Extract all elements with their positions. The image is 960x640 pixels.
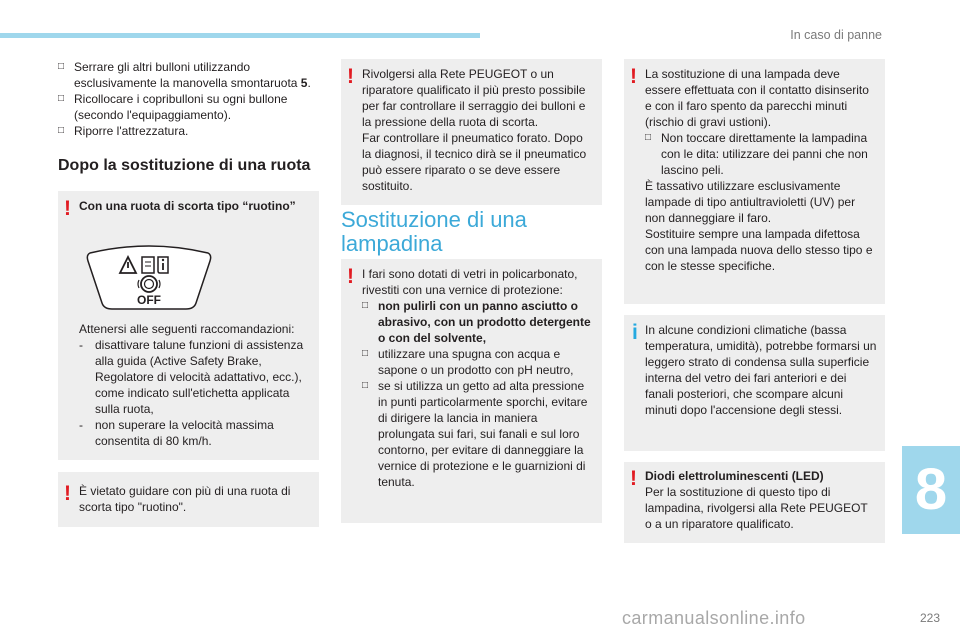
info-box: i In alcune condizioni climatiche (bassa temperatura, umidità), potrebbe formarsi un leggero strato di condensa sulla superficie interna del vetro dei fari anteriori e dei fanali posteriori, che scompare alcuni minuti dopo l'accensione degli stessi.	[624, 315, 885, 451]
warning-box: ! È vietato guidare con più di una ruota di scorta tipo "ruotino".	[58, 472, 319, 527]
warning-exclamation-icon: !	[64, 197, 71, 220]
handling-list	[645, 130, 877, 178]
warning-box: ! I fari sono dotati di vetri in policarbonato, rivestiti con una vernice di protezione: □ non pulirli con un panno asciutto o abrasivo, con un prodotto detergente o con del solvente, □ utilizzare una spugna con acqua e sapone o un prodotto con pH neutro, □ se si utilizza un getto ad alta pressione in punti particolarmente sporchi, evitare di dirigere la lancia in maniera prolungata sui fari, sui fanali e sul loro contorno, per evitare di danneggiare la vernice di protezione e le guarnizioni di tenuta.	[341, 259, 602, 523]
warning-box: ! La sostituzione di una lampada deve essere effettuata con il contatto disinserito e con il faro spento da parecchi minuti (rischio di gravi ustioni). □ Non toccare direttamente la lampadina con le dita: utilizzare dei panni che non lascino peli. È tassativo utilizzare esclusivamente lampade di tipo antiultravioletti (UV) per non danneggiare il faro. Sostituire sempre una lampada difettosa con una lampada nuova dello stesso tipo e con le stesse specifiche.	[624, 59, 885, 304]
list-item: □ Ricollocare i copribulloni su ogni bullone (secondo l'equipaggiamento).	[58, 92, 288, 122]
header-accent-bar	[0, 33, 480, 38]
warning-exclamation-icon: !	[630, 65, 637, 88]
warning-box	[58, 191, 319, 460]
list-item: - disattivare talune funzioni di assistenza alla guida (Active Safety Brake, Regolatore di velocità adattativo, ecc.), come indicato sull'etichetta applicata sulla ruota,	[79, 338, 304, 416]
square-bullet-icon: □	[645, 132, 652, 143]
section-heading: Sostituzione di una lampadina	[341, 207, 527, 256]
square-bullet-icon: □	[362, 300, 369, 311]
warning-exclamation-icon: !	[347, 65, 354, 88]
warning-intro: Attenersi alle seguenti raccomandazioni:	[79, 322, 295, 336]
steps-list	[58, 59, 320, 139]
page-number: 223	[919, 611, 940, 625]
section-title: In caso di panne	[790, 28, 882, 42]
section-heading: Dopo la sostituzione di una ruota	[58, 157, 311, 174]
cleaning-list	[362, 298, 594, 490]
square-bullet-icon: □	[362, 380, 369, 391]
watermark: carmanualsonline.info	[622, 608, 806, 628]
square-bullet-icon: □	[58, 93, 65, 104]
warning-exclamation-icon: !	[347, 265, 354, 288]
warning-box: ! Diodi elettroluminescenti (LED) Per la sostituzione di questo tipo di lampadina, rivolgersi alla Rete PEUGEOT o a un riparatore qualificato.	[624, 462, 885, 543]
list-item: □ Riporre l'attrezzatura.	[58, 124, 189, 138]
list-item: □ non pulirli con un panno asciutto o abrasivo, con un prodotto detergente o con del solvente,	[362, 299, 591, 345]
square-bullet-icon: □	[58, 61, 65, 72]
warning-title: Con una ruota di scorta tipo “ruotino”	[79, 199, 296, 213]
sticker-off-label: OFF	[137, 293, 161, 307]
list-item: - non superare la velocità massima consentita di 80 km/h.	[79, 418, 274, 448]
list-item: □ utilizzare una spugna con acqua e sapone o un prodotto con pH neutro,	[362, 347, 574, 377]
warning-box: ! Rivolgersi alla Rete PEUGEOT o un riparatore qualificato il più presto possibile per far controllare il serraggio dei bulloni e la pressione della ruota di scorta. Far controllare il pneumatico forato. Dopo la diagnosi, il tecnico dirà se il pneumatico può essere riparato o se deve essere sostituito.	[341, 59, 602, 205]
list-item: □ Serrare gli altri bulloni utilizzando esclusivamente la manovella smontaruota 5.	[58, 60, 311, 90]
square-bullet-icon: □	[362, 348, 369, 359]
warning-exclamation-icon: !	[630, 467, 637, 490]
warning-exclamation-icon: !	[64, 482, 71, 505]
info-icon: i	[632, 321, 638, 344]
chapter-number: 8	[914, 457, 948, 522]
list-item: □ Non toccare direttamente la lampadina con le dita: utilizzare dei panni che non lascino peli.	[645, 131, 868, 177]
recommendations-list	[79, 337, 311, 449]
square-bullet-icon: □	[58, 125, 65, 136]
list-item: □ se si utilizza un getto ad alta pressione in punti particolarmente sporchi, evitare di dirigere la lancia in maniera prolungata sui fari, sui fanali e sul loro contorno, per evitare di danneggiare la vernice di protezione e le guarnizioni di tenuta.	[362, 379, 588, 489]
